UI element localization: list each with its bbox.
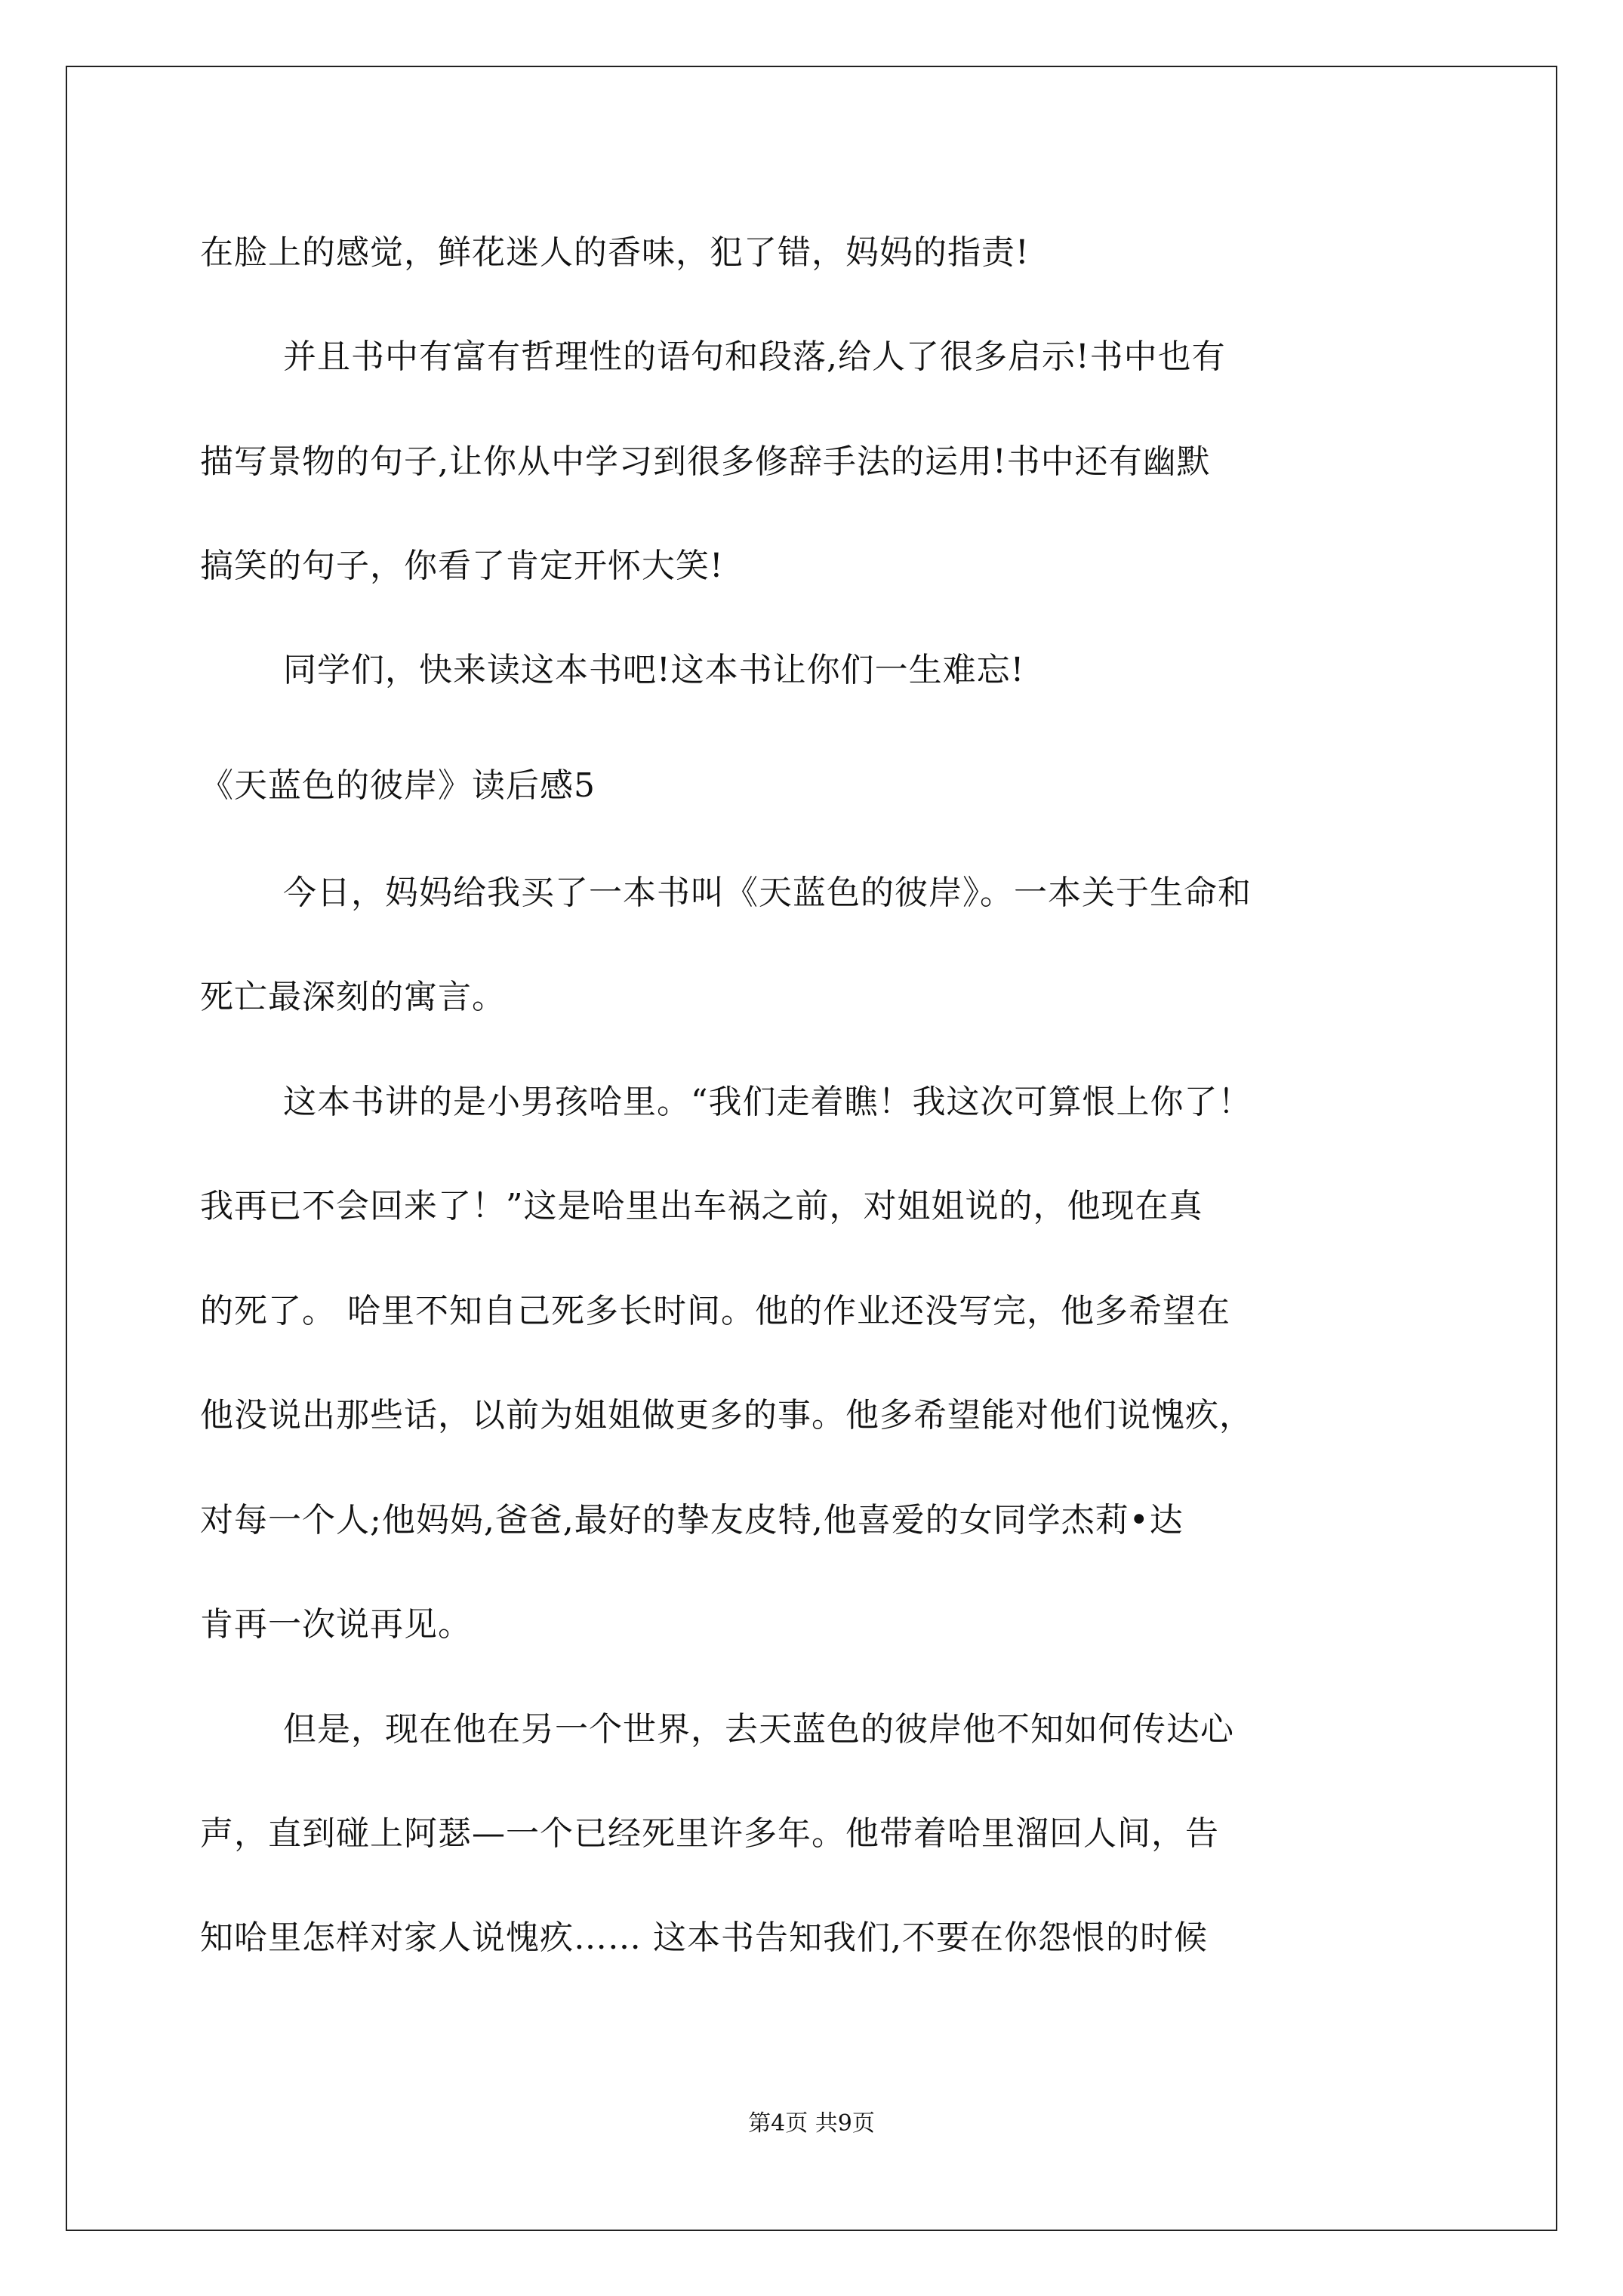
section-heading: 《天蓝色的彼岸》读后感5: [200, 766, 596, 805]
text-line: 搞笑的句子，你看了肯定开怀大笑!: [200, 547, 724, 585]
text-line: 并且书中有富有哲理性的语句和段落,给人了很多启示!书中也有: [283, 337, 1226, 376]
text-line: 肯再一次说再见。: [200, 1605, 472, 1644]
text-line: 他没说出那些话，以前为姐姐做更多的事。他多希望能对他们说愧疚，: [200, 1396, 1253, 1435]
text-line: 描写景物的句子,让你从中学习到很多修辞手法的运用!书中还有幽默: [200, 442, 1211, 481]
text-line: 声，直到碰上阿瑟—一个已经死里许多年。他带着哈里溜回人间，告: [200, 1814, 1219, 1853]
page-number: 第4页 共9页: [748, 2110, 875, 2137]
text-line: 我再已不会回来了！”这是哈里出车祸之前，对姐姐说的，他现在真: [200, 1187, 1203, 1225]
page-border: [66, 66, 1557, 2231]
text-line: 对每一个人;他妈妈,爸爸,最好的挚友皮特,他喜爱的女同学杰莉•达: [200, 1501, 1184, 1539]
text-line: 但是，现在他在另一个世界，去天蓝色的彼岸他不知如何传达心: [283, 1710, 1234, 1749]
text-line: 同学们，快来读这本书吧!这本书让你们一生难忘!: [283, 651, 1025, 689]
text-line: 在脸上的感觉，鲜花迷人的香味，犯了错，妈妈的指责!: [200, 233, 1030, 272]
text-line: 知哈里怎样对家人说愧疚…… 这本书告知我们,不要在你怨恨的时候: [200, 1918, 1208, 1957]
text-line: 这本书讲的是小男孩哈里。“我们走着瞧！我这次可算恨上你了！: [283, 1083, 1252, 1121]
text-line: 的死了。 哈里不知自己死多长时间。他的作业还没写完，他多希望在: [200, 1292, 1230, 1330]
text-line: 死亡最深刻的寓言。: [200, 978, 506, 1016]
text-line: 今日，妈妈给我买了一本书叫《天蓝色的彼岸》。一本关于生命和: [283, 874, 1252, 912]
